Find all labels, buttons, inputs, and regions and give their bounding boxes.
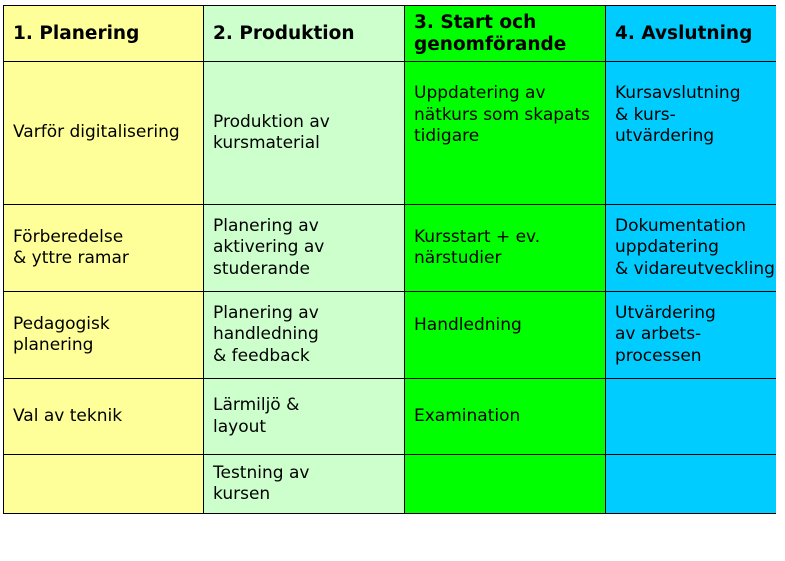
cell-line: & feedback: [213, 345, 310, 366]
table-row: [4, 455, 776, 514]
cell-planering: [4, 379, 204, 455]
cell-planering: [4, 205, 204, 292]
cell-line: & yttre ramar: [13, 248, 129, 268]
header-start-genomforande: [405, 6, 606, 62]
cell-line: & vidareutveckling: [615, 258, 775, 279]
cell-planering: [4, 455, 204, 514]
cell-line: Utvärdering: [615, 302, 716, 323]
header-avslutning: 4. Avslutning: [606, 6, 776, 62]
header-produktion: 2. Produktion: [204, 6, 405, 62]
header-planering: 1. Planering: [4, 6, 204, 62]
cell-line: uppdatering: [615, 237, 719, 258]
table-row: [4, 205, 776, 292]
cell-avslutning: [606, 205, 776, 292]
cell-planering: [4, 292, 204, 379]
cell-line: processen: [615, 345, 702, 366]
cell-line: aktivering av: [213, 237, 325, 258]
cell-line: Varför digitalisering: [13, 122, 180, 143]
cell-line: & kurs-: [615, 104, 676, 125]
cell-line: Produktion av: [213, 111, 330, 132]
cell-avslutning: [606, 379, 776, 455]
cell-line: tidigare: [414, 126, 480, 146]
cell-line: Dokumentation: [615, 215, 747, 236]
cell-line: Kursavslutning: [615, 83, 741, 103]
cell-line: kursen: [213, 484, 271, 504]
cell-line: Lärmiljö &: [213, 395, 300, 415]
cell-start: [405, 62, 606, 205]
cell-line: Testning av: [213, 462, 310, 483]
cell-line: Val av teknik: [13, 405, 123, 426]
cell-start: [405, 455, 606, 514]
cell-avslutning: [606, 292, 776, 379]
cell-line: studerande: [213, 258, 310, 279]
cell-line: utvärdering: [615, 126, 715, 146]
cell-line: närstudier: [414, 248, 502, 268]
course-phase-table: [3, 5, 776, 514]
header-row: [4, 6, 776, 62]
cell-line: kursmaterial: [213, 133, 320, 153]
cell-line: Pedagogisk: [13, 313, 110, 334]
cell-produktion: [204, 379, 405, 455]
cell-line: av arbets-: [615, 324, 702, 345]
cell-line: Planering av: [213, 302, 319, 323]
cell-line: Handledning: [414, 315, 522, 335]
cell-avslutning: [606, 62, 776, 205]
header-start-line2: genomförande: [414, 33, 567, 55]
cell-produktion: [204, 455, 405, 514]
cell-produktion: [204, 62, 405, 205]
cell-avslutning: [606, 455, 776, 514]
cell-start: [405, 292, 606, 379]
cell-line: Uppdatering av: [414, 83, 546, 103]
cell-produktion: [204, 205, 405, 292]
cell-line: Examination: [414, 405, 521, 426]
table-row: [4, 379, 776, 455]
cell-start: [405, 205, 606, 292]
cell-line: Kursstart + ev.: [414, 226, 541, 247]
cell-start: [405, 379, 606, 455]
header-start-line1: 3. Start och: [414, 11, 537, 33]
table-row: [4, 62, 776, 205]
cell-line: layout: [213, 416, 267, 437]
table-row: [4, 292, 776, 379]
cell-produktion: [204, 292, 405, 379]
cell-line: Förberedelse: [13, 226, 124, 247]
cell-planering: [4, 62, 204, 205]
cell-line: handledning: [213, 324, 319, 345]
cell-line: Planering av: [213, 215, 319, 236]
cell-line: planering: [13, 335, 94, 355]
cell-line: nätkurs som skapats: [414, 104, 590, 125]
